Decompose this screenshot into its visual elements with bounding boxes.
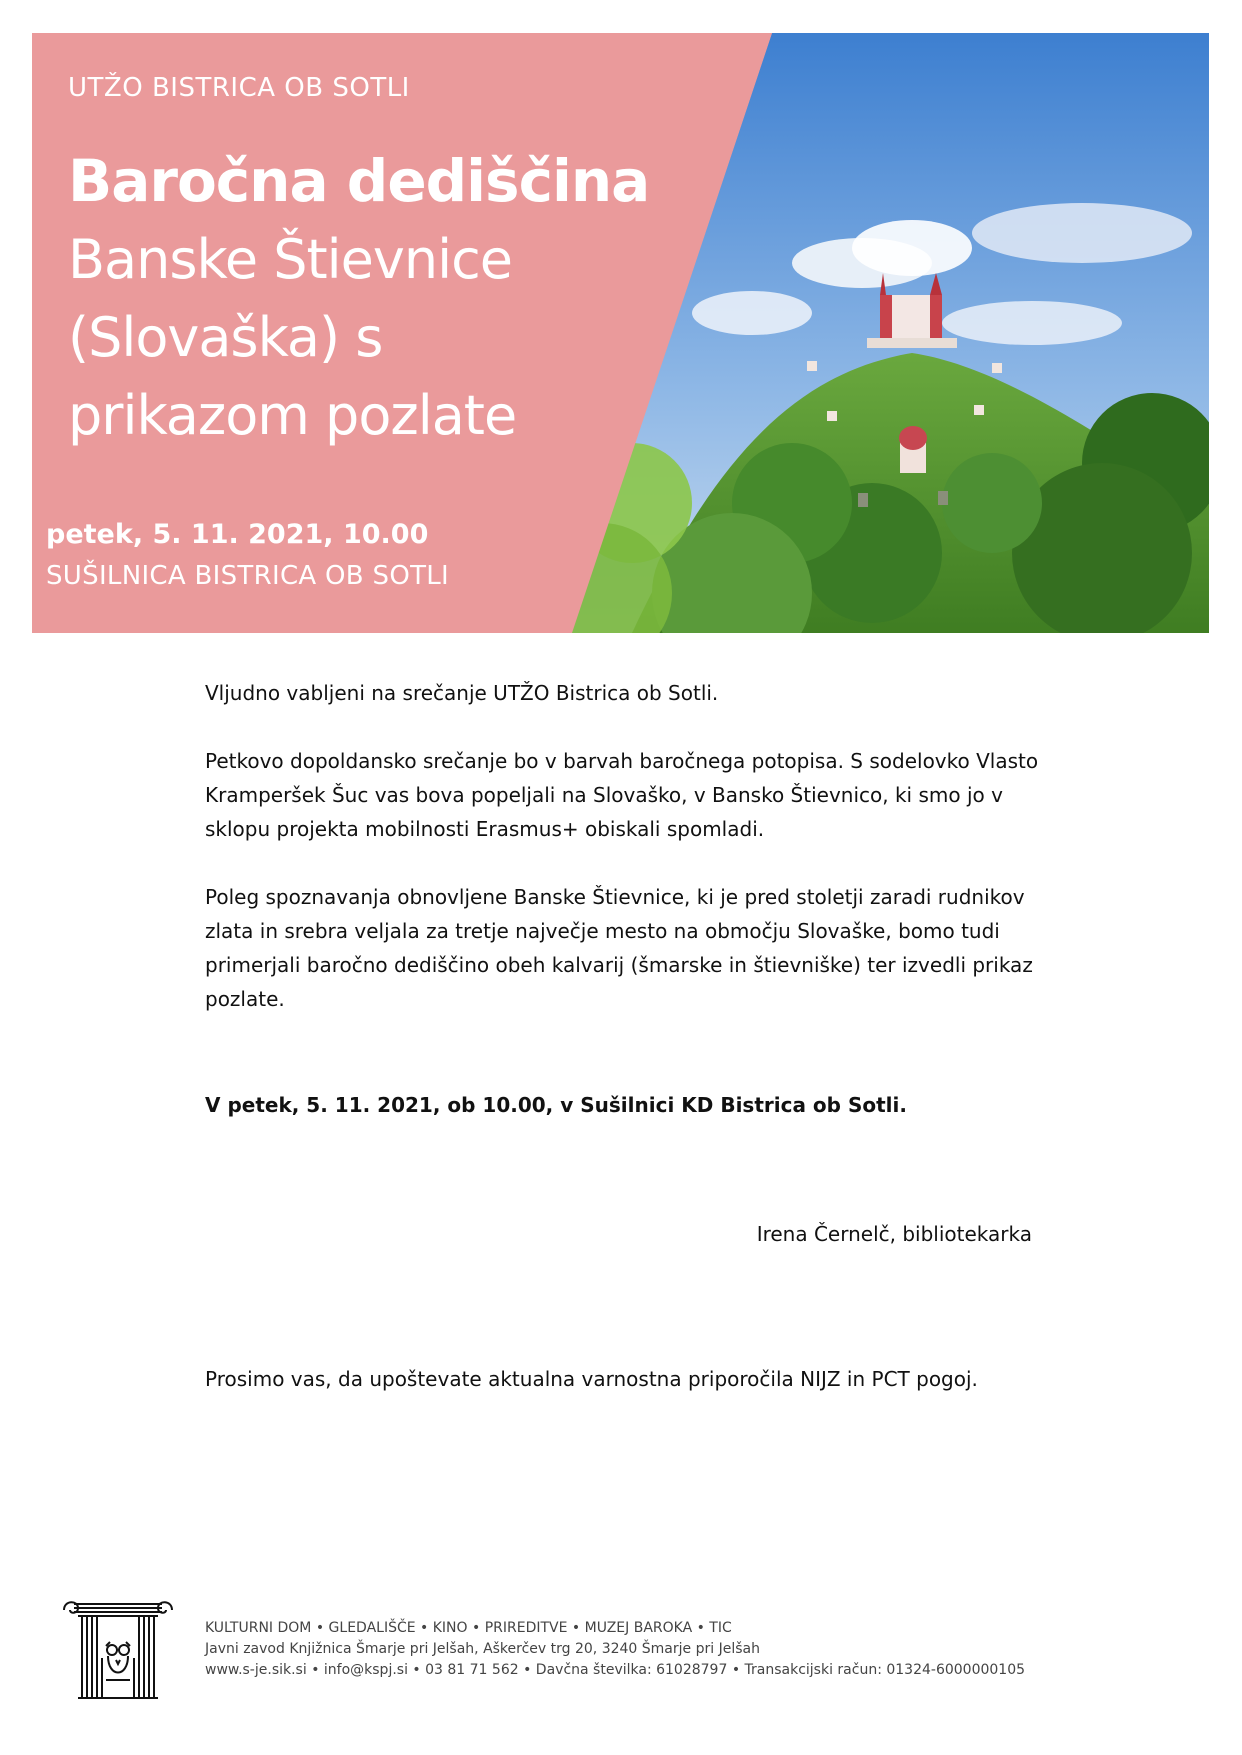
footer-address: Javni zavod Knjižnica Šmarje pri Jelšah, Aškerčev trg 20, 3240 Šmarje pri Jelšah	[205, 1641, 760, 1657]
footer-contacts: www.s-je.sik.si • info@kspj.si • 03 81 71 562 • Davčna številka: 61028797 • Transakcijski račun: 01324-6000000105	[205, 1662, 1026, 1678]
event-time-place: V petek, 5. 11. 2021, ob 10.00, v Sušilnici KD Bistrica ob Sotli.	[205, 1093, 907, 1117]
event-banner	[32, 33, 1209, 633]
banner-subtitle: Banske Štievnice (Slovaška) s prikazom pozlate	[68, 228, 517, 447]
safety-notice: Prosimo vas, da upoštevate aktualna varnostna priporočila NIJZ in PCT pogoj.	[205, 1367, 978, 1391]
footer	[205, 1618, 1025, 1681]
banner-venue: SUŠILNICA BISTRICA OB SOTLI	[46, 561, 450, 591]
banner-date: petek, 5. 11. 2021, 10.00	[46, 519, 429, 550]
invitation-paragraph: Vljudno vabljeni na srečanje UTŽO Bistrica ob Sotli.	[205, 681, 719, 705]
banner-kicker: UTŽO BISTRICA OB SOTLI	[68, 73, 410, 103]
details-paragraph: Poleg spoznavanja obnovljene Banske Štievnice, ki je pred stoletji zaradi rudnikov zlata in srebra veljala za tretje največje mesto na območju Slovaške, bomo tudi primerjali baročno dediščino obeh kalvarij (šmarske in štievniške) ter izvedli prikaz pozlate.	[205, 885, 1033, 1011]
banner-title: Baročna dediščina	[68, 147, 650, 215]
signature: Irena Černelč, bibliotekarka	[756, 1222, 1032, 1246]
institution-logo	[60, 1598, 176, 1702]
description-paragraph: Petkovo dopoldansko srečanje bo v barvah baročnega potopisa. S sodelovko Vlasto Kramperšek Šuc vas bova popeljali na Slovaško, v Bansko Štievnico, ki smo jo v sklopu projekta mobilnosti Erasmus+ obiskali spomladi.	[205, 749, 1039, 841]
footer-services: KULTURNI DOM • GLEDALIŠČE • KINO • PRIREDITVE • MUZEJ BAROKA • TIC	[205, 1620, 732, 1636]
